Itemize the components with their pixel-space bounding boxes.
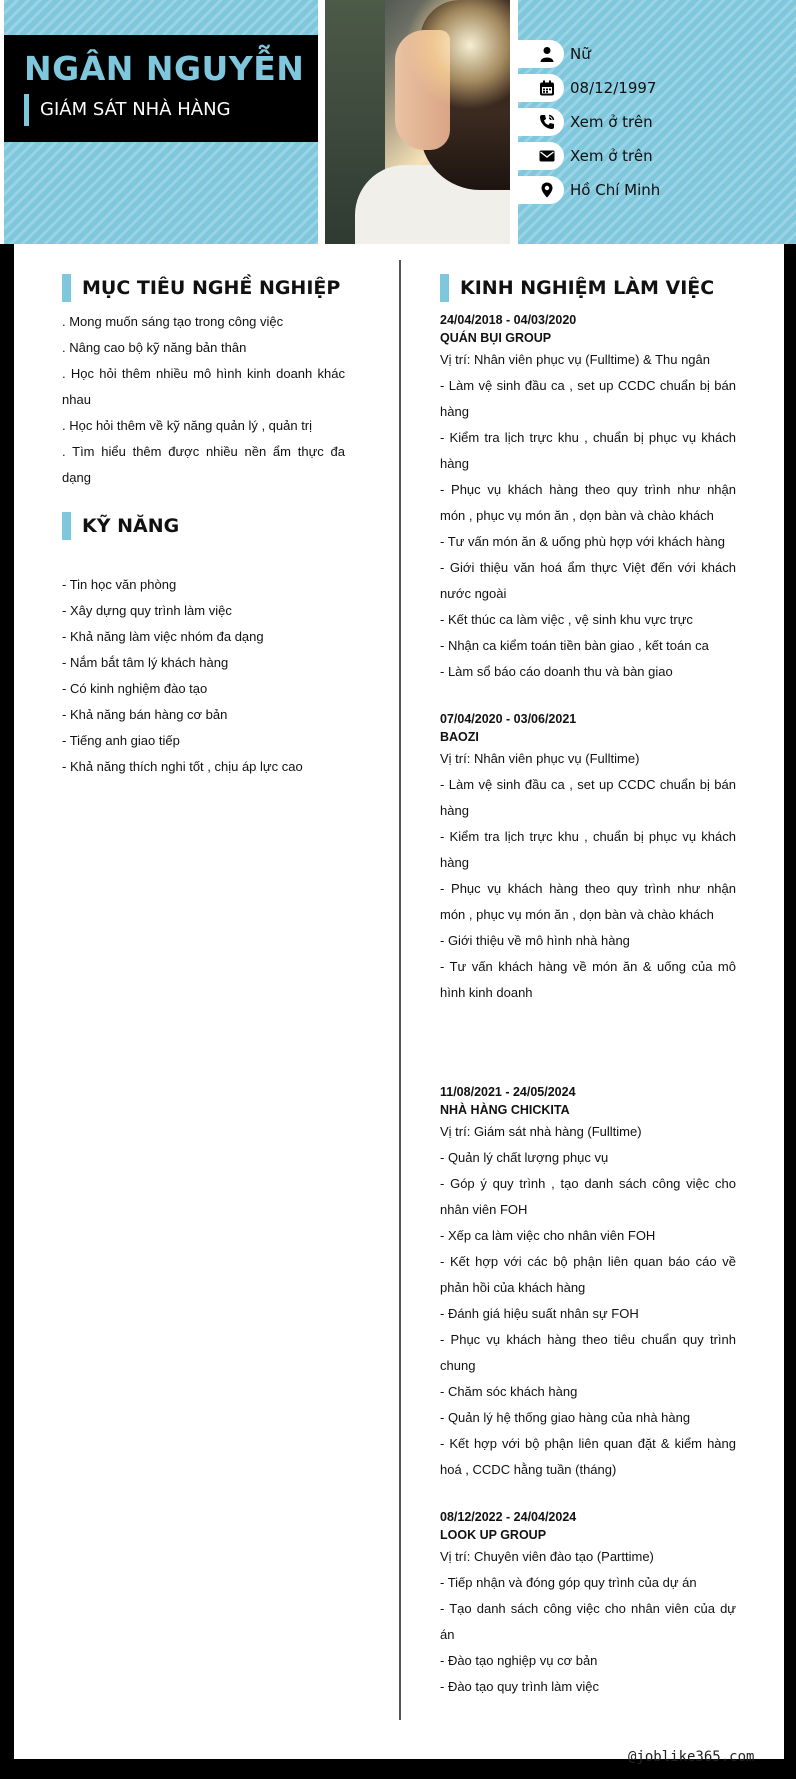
contact-location bbox=[518, 175, 796, 205]
job-title: GIÁM SÁT NHÀ HÀNG bbox=[40, 99, 231, 120]
job-line: - Giới thiệu văn hoá ẩm thực Việt đến với khách nước ngoài bbox=[440, 560, 736, 601]
title-accent-bar bbox=[24, 94, 29, 126]
job-line: - Phục vụ khách hàng theo quy trình như nhận món , phục vụ món ăn , dọn bàn và chào khách bbox=[440, 881, 736, 922]
objective-item: . Nâng cao bộ kỹ năng bản thân bbox=[62, 340, 247, 355]
candidate-name: NGÂN NGUYỄN bbox=[24, 49, 305, 88]
job-line: - Kết hợp với các bộ phận liên quan báo cáo về phản hồi của khách hàng bbox=[440, 1254, 736, 1295]
job-company: NHÀ HÀNG CHICKITA bbox=[440, 1103, 570, 1117]
job-dates: 11/08/2021 - 24/05/2024 bbox=[440, 1085, 576, 1099]
person-icon bbox=[539, 46, 555, 62]
skill-item: - Có kinh nghiệm đào tạo bbox=[62, 681, 208, 696]
skills-list bbox=[62, 572, 345, 780]
skill-item: - Nắm bắt tâm lý khách hàng bbox=[62, 655, 229, 670]
location-pin-icon bbox=[539, 182, 555, 198]
contact-birthday bbox=[518, 73, 796, 103]
job-line: - Kết hợp với bộ phận liên quan đặt & kiểm hàng hoá , CCDC hằng tuần (tháng) bbox=[440, 1436, 736, 1477]
skill-item: - Khả năng thích nghi tốt , chịu áp lực cao bbox=[62, 759, 303, 774]
job-line: - Góp ý quy trình , tạo danh sách công việc cho nhân viên FOH bbox=[440, 1176, 736, 1217]
job-line: Vị trí: Nhân viên phục vụ (Fulltime) & Thu ngân bbox=[440, 352, 710, 367]
envelope-icon bbox=[539, 148, 555, 164]
job-dates: 24/04/2018 - 04/03/2020 bbox=[440, 313, 577, 327]
job-company: BAOZI bbox=[440, 730, 479, 744]
job-line: - Đào tạo quy trình làm việc bbox=[440, 1679, 599, 1694]
objective-item: . Mong muốn sáng tạo trong công việc bbox=[62, 314, 284, 329]
job-dates: 08/12/2022 - 24/04/2024 bbox=[440, 1510, 577, 1524]
contact-text: 08/12/1997 bbox=[570, 79, 657, 97]
calendar-icon bbox=[539, 80, 555, 96]
job-line: - Phục vụ khách hàng theo quy trình như nhận món , phục vụ món ăn , dọn bàn và chào khách bbox=[440, 482, 736, 523]
job-line: Vị trí: Nhân viên phục vụ (Fulltime) bbox=[440, 751, 640, 766]
job-line: - Tiếp nhận và đóng góp quy trình của dự án bbox=[440, 1575, 697, 1590]
contact-gender bbox=[518, 39, 796, 69]
contact-text: Hồ Chí Minh bbox=[570, 181, 661, 199]
job-line: - Đánh giá hiệu suất nhân sự FOH bbox=[440, 1306, 639, 1321]
skill-item: - Khả năng bán hàng cơ bản bbox=[62, 707, 228, 722]
contact-phone bbox=[518, 107, 796, 137]
objective-item: . Tìm hiểu thêm được nhiều nền ẩm thực đa dạng bbox=[62, 444, 345, 485]
column-divider bbox=[399, 260, 401, 1720]
job-line: Vị trí: Chuyên viên đào tạo (Parttime) bbox=[440, 1549, 654, 1564]
job-line: Vị trí: Giám sát nhà hàng (Fulltime) bbox=[440, 1124, 642, 1139]
section-title: KỸ NĂNG bbox=[82, 515, 180, 537]
phone-icon bbox=[539, 114, 555, 130]
section-title: KINH NGHIỆM LÀM VIỆC bbox=[460, 277, 715, 299]
profile-photo bbox=[325, 0, 510, 244]
contact-text: Nữ bbox=[570, 45, 591, 63]
job-line: - Kiểm tra lịch trực khu , chuẩn bị phục vụ khách hàng bbox=[440, 430, 736, 471]
heading-accent-bar bbox=[62, 274, 71, 302]
heading-accent-bar bbox=[62, 512, 71, 540]
objective-list bbox=[62, 309, 345, 491]
job-line: - Đào tạo nghiệp vụ cơ bản bbox=[440, 1653, 598, 1668]
watermark: @joblike365.com bbox=[628, 1749, 755, 1765]
job-entry bbox=[440, 710, 736, 1006]
contact-email bbox=[518, 141, 796, 171]
job-company: QUÁN BỤI GROUP bbox=[440, 331, 552, 345]
cv-header bbox=[0, 0, 796, 244]
heading-accent-bar bbox=[440, 274, 449, 302]
job-line: - Làm sổ báo cáo doanh thu và bàn giao bbox=[440, 664, 673, 679]
job-line: - Làm vệ sinh đầu ca , set up CCDC chuẩn bị bán hàng bbox=[440, 378, 736, 419]
job-line: - Phục vụ khách hàng theo tiêu chuẩn quy trình chung bbox=[440, 1332, 736, 1373]
job-line: - Kiểm tra lịch trực khu , chuẩn bị phục vụ khách hàng bbox=[440, 829, 736, 870]
objective-item: . Học hỏi thêm nhiều mô hình kinh doanh khác nhau bbox=[62, 366, 345, 407]
job-company: LOOK UP GROUP bbox=[440, 1528, 547, 1542]
job-entry bbox=[440, 1508, 736, 1700]
skill-item: - Tiếng anh giao tiếp bbox=[62, 733, 180, 748]
contact-text: Xem ở trên bbox=[570, 147, 653, 165]
job-line: - Giới thiệu về mô hình nhà hàng bbox=[440, 933, 630, 948]
job-line: - Kết thúc ca làm việc , vệ sinh khu vực trực bbox=[440, 612, 693, 627]
job-line: - Chăm sóc khách hàng bbox=[440, 1384, 578, 1399]
job-line: - Quản lý hệ thống giao hàng của nhà hàng bbox=[440, 1410, 691, 1425]
job-line: - Nhận ca kiểm toán tiền bàn giao , kết toán ca bbox=[440, 638, 709, 653]
skill-item: - Tin học văn phòng bbox=[62, 577, 177, 592]
contact-text: Xem ở trên bbox=[570, 113, 653, 131]
job-line: - Tạo danh sách công việc cho nhân viên của dự án bbox=[440, 1601, 736, 1642]
objective-item: . Học hỏi thêm về kỹ năng quản lý , quản trị bbox=[62, 418, 313, 433]
job-line: - Tư vấn khách hàng về món ăn & uống của mô hình kinh doanh bbox=[440, 959, 736, 1000]
job-dates: 07/04/2020 - 03/06/2021 bbox=[440, 712, 577, 726]
job-entry bbox=[440, 1083, 736, 1483]
job-line: - Tư vấn món ăn & uống phù hợp với khách hàng bbox=[440, 534, 725, 549]
job-line: - Xếp ca làm việc cho nhân viên FOH bbox=[440, 1228, 656, 1243]
name-banner bbox=[4, 35, 318, 142]
skill-item: - Khả năng làm việc nhóm đa dạng bbox=[62, 629, 264, 644]
job-line: - Làm vệ sinh đầu ca , set up CCDC chuẩn bị bán hàng bbox=[440, 777, 736, 818]
job-entry bbox=[440, 311, 736, 685]
job-line: - Quản lý chất lượng phục vụ bbox=[440, 1150, 609, 1165]
section-title: MỤC TIÊU NGHỀ NGHIỆP bbox=[82, 277, 341, 299]
skill-item: - Xây dựng quy trình làm việc bbox=[62, 603, 232, 618]
